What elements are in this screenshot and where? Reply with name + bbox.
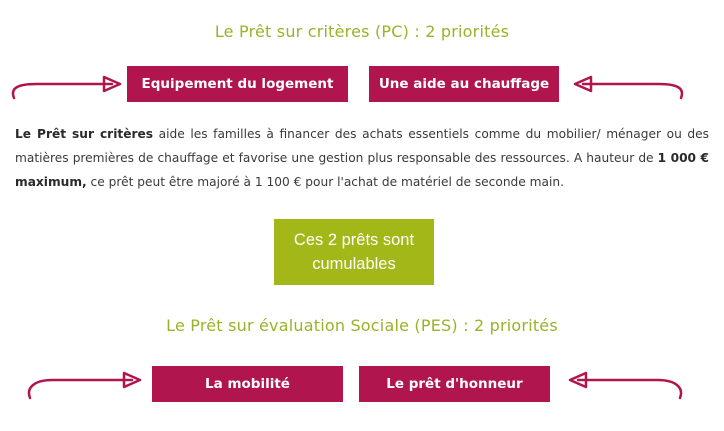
arrow-left-icon [569, 70, 687, 104]
cumulable-box [274, 219, 434, 285]
description-paragraph [15, 122, 709, 194]
equipement-logement-button[interactable]: Equipement du logement [127, 66, 348, 102]
paragraph-text-1: aide les familles à financer des achats essentiels comme du mobilier/ ménager ou des matières premières de chauffage et favorise une gestion plus responsable des ressources. A hauteur de [15, 127, 709, 165]
section-1-title: Le Prêt sur critères (PC) : 2 priorités [214, 22, 510, 41]
arrow-right-icon [24, 370, 146, 404]
section-2-title: Le Prêt sur évaluation Sociale (PES) : 2 priorités [166, 316, 558, 335]
arrow-right-icon [8, 70, 126, 104]
cumulable-line-2: cumulables [312, 255, 396, 273]
paragraph-bold-amount: 1 000 € maximum, [15, 151, 709, 189]
arrow-left-icon [564, 370, 686, 404]
aide-chauffage-button[interactable]: Une aide au chauffage [369, 66, 559, 102]
cumulable-line-1: Ces 2 prêts sont [293, 231, 415, 249]
paragraph-bold-lead: Le Prêt sur critères [15, 127, 153, 141]
pret-honneur-button[interactable]: Le prêt d'honneur [359, 366, 550, 402]
mobilite-button[interactable]: La mobilité [152, 366, 343, 402]
paragraph-text-2: ce prêt peut être majoré à 1 100 € pour l'achat de matériel de seconde main. [86, 175, 564, 189]
